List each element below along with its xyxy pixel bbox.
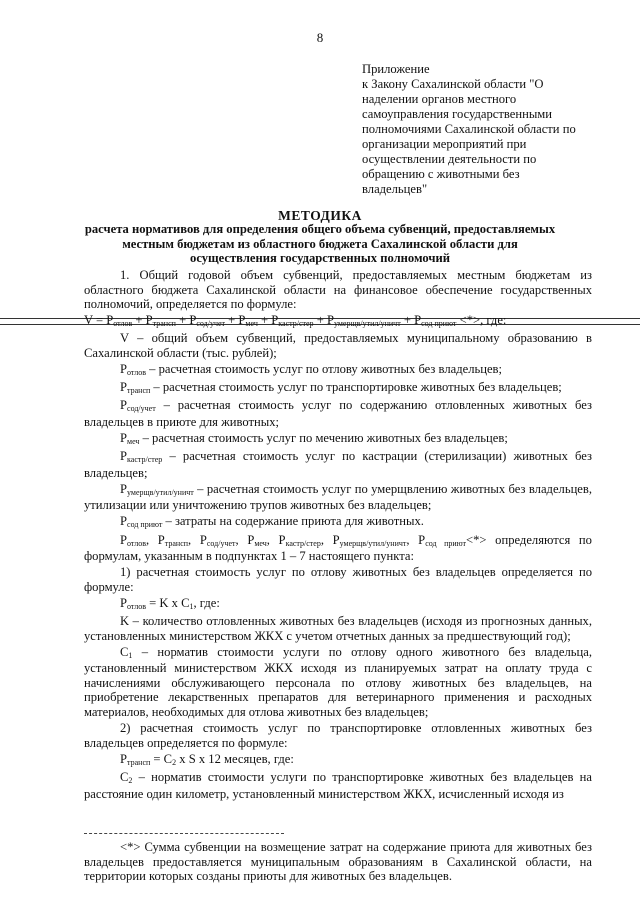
formula-2: $P_{трансп} = C_2$ x S x 12 месяцев, где:	[120, 751, 294, 767]
footnote	[84, 840, 592, 884]
appendix-line: осуществлении деятельности по	[362, 152, 537, 166]
page-number: 8	[316, 30, 324, 45]
appendix-block	[362, 62, 590, 197]
appendix-line: владельцев"	[362, 182, 428, 196]
appendix-line: организации мероприятий при	[362, 137, 527, 151]
formula-1: $P_{отлов} = K$ x $C_1$, где:	[120, 595, 220, 611]
document-subtitle: расчета нормативов для определения общего объема субвенций, предоставляемых местным бюджетам из областного бюджета Сахалинской области для осуществления государственных полномочий	[84, 222, 556, 266]
subpoint-1: 1) расчетная стоимость услуг по отлову животных без владельцев определяется по формуле:	[84, 565, 592, 594]
appendix-line: наделении органов местного	[362, 92, 517, 106]
definition-c2: $C_2$ – норматив стоимости услуги по транспортировке животных без владельцев на расстояние один километр, установленный министерством ЖКХ, исчисленный исходя из	[84, 769, 592, 801]
subpoint-2: 2) расчетная стоимость услуг по транспортировке отловленных животных без владельцев определяется по формуле:	[84, 721, 592, 750]
definition-c1: $C_1$ – норматив стоимости услуги по отлову одного животного без владельца, установленный министерством ЖКХ исходя из планируемых затрат на оплату труда с начислениями обслуживающего персонала по отлову животных без владельцев, на приобретение лекарственных препаратов для ветеринарного применения и расходных материалов, необходимых для отлова животных без владельцев;	[84, 644, 592, 720]
definition-v: V – общий объем субвенций, предоставляемых муниципальному образованию в Сахалинской области (тыс. рублей);	[84, 331, 592, 360]
footnote-separator	[84, 833, 284, 834]
definition: $P_{меч}$ – расчетная стоимость услуг по мечению животных без владельцев;	[120, 430, 508, 446]
formula-main: $V = P_{отлов} + P_{трансп} + P_{сод/учет} + P_{меч} + P_{кастр/стер} + P_{умерщв/утил/уничт} + P_{сод приют}$ <*>, где:	[84, 313, 507, 329]
appendix-line: к Закону Сахалинской области "О	[362, 77, 544, 91]
appendix-line: Приложение	[362, 62, 430, 76]
definition: $P_{умерщв/утил/уничт}$ – расчетная стоимость услуг по умерщвлению животных без владельцев, утилизации или уничтожению трупов животных без владельцев;	[84, 481, 592, 513]
paragraph: 1. Общий годовой объем субвенций, предоставляемых местным бюджетам из областного бюджета Сахалинской области на финансовое обеспечение государственных полномочий, определяется по формуле:	[84, 268, 592, 312]
definition: $P_{кастр/стер}$ – расчетная стоимость услуг по кастрации (стерилизации) животных без владельцев;	[84, 449, 592, 480]
appendix-line: самоуправления государственными	[362, 107, 553, 121]
definition-k: K – количество отловленных животных без владельцев (исходя из прогнозных данных, установленных министерством ЖКХ с учетом отчетных данных за предшествующий год);	[84, 613, 592, 643]
document-body	[84, 268, 592, 803]
appendix-line: обращению с животными без	[362, 167, 520, 181]
definition: $P_{отлов}$ – расчетная стоимость услуг по отлову животных без владельцев;	[120, 362, 503, 378]
definition: $P_{сод/учет}$ – расчетная стоимость услуг по содержанию отловленных животных без владельцев в приюте для животных;	[84, 398, 592, 429]
appendix-line: полномочиями Сахалинской области по	[362, 122, 576, 136]
definition: $P_{сод приют}$ – затраты на содержание приюта для животных.	[120, 514, 424, 530]
definition: $P_{трансп}$ – расчетная стоимость услуг по транспортировке животных без владельцев;	[120, 380, 562, 396]
p-list-paragraph: $P_{отлов}$, $P_{трансп}$, $P_{сод/учет}$, $P_{меч}$, $P_{кастр/стер}$, $P_{умерщв/утил/уничт}$, $P_{сод приют}<*>$ определяются по формулам, указанным в подпунктах 1 – 7 настоящего пункта:	[84, 532, 592, 564]
footnote-text: <*> Сумма субвенции на возмещение затрат на содержание приюта для животных без владельцев предоставляется муниципальным образованиям в Сахалинской области, на территории которых созданы приюты для животных без владельцев.	[84, 840, 592, 884]
document-title: МЕТОДИКА	[278, 208, 362, 223]
